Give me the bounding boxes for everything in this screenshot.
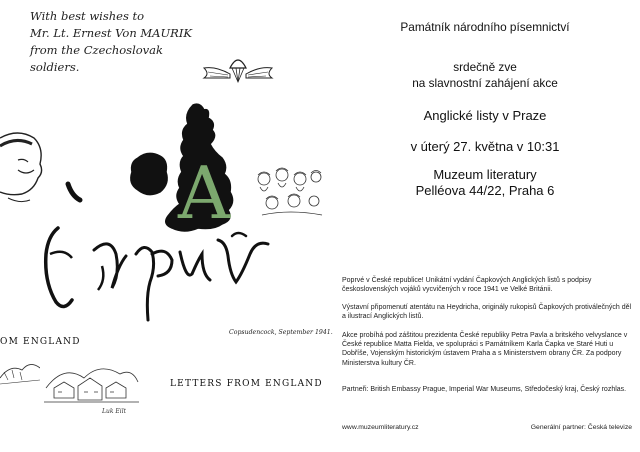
invitation-panel [330,0,640,452]
letters-from-england-text: LETTERS FROM ENGLAND [170,379,323,389]
illustration-caption: Copsudencock, September 1941. [229,329,333,336]
village-caption: Luk Eilt [102,408,127,415]
big-green-letter: A [178,151,230,235]
hills-sketch [0,350,40,390]
body-paragraph-2: Výstavní připomenutí atentátu na Heydricha, originály rukopisů Čapkových protiválečných děl a ilustrací Anglických listů. [342,304,632,321]
invite-line-1: srdečně zve [453,60,517,74]
body-paragraph-3: Akce probíhá pod záštitou prezidenta České republiky Petra Pavla a britského velvyslance v České republice Matta Fielda, ve spolupráci s Památníkem Karla Čapka ve Staré Huti u Dobříše, Vojenským historickým ústavem Praha a s Ministerstvem obrany ČR. Za podpory Ministerstva kultury ČR. [342,332,628,367]
event-datetime: v úterý 27. května v 10:31 [410,139,560,154]
venue-address: Pelléova 44/22, Praha 6 [415,183,555,198]
dedication-line-4: soldiers. [30,60,80,74]
dedication-line-2: Mr. Lt. Ernest Von MAURIK [30,26,192,40]
dedication-line-3: from the Czechoslovak [30,43,163,57]
event-name: Anglické listy v Praze [423,108,547,123]
capek-signature [6,170,276,330]
website-link[interactable]: www.muzeumliteratury.cz [342,424,419,431]
body-paragraph-4: Partneři: British Embassy Prague, Imperial War Museums, Středočeský kraj, Český rozhlas. [342,386,627,393]
general-partner: Generální partner: Česká televize [530,424,632,431]
venue-name: Muzeum literatury [433,167,537,182]
handwritten-dedication [30,8,192,76]
parachute-wings-icon [200,48,276,92]
from-england-text: OM ENGLAND [0,337,81,347]
village-sketch [44,358,139,416]
invite-line-2: na slavnostní zahájení akce [412,76,558,90]
dedication-line-1: With best wishes to [30,9,145,23]
body-paragraph-1: Poprvé v České republice! Unikátní vydání Čapkových Anglických listů s podpisy československých vojáků vycvičených v roce 1941 ve Velké Británii. [342,277,592,294]
institution-name: Památník národního písemnictví [400,20,570,34]
